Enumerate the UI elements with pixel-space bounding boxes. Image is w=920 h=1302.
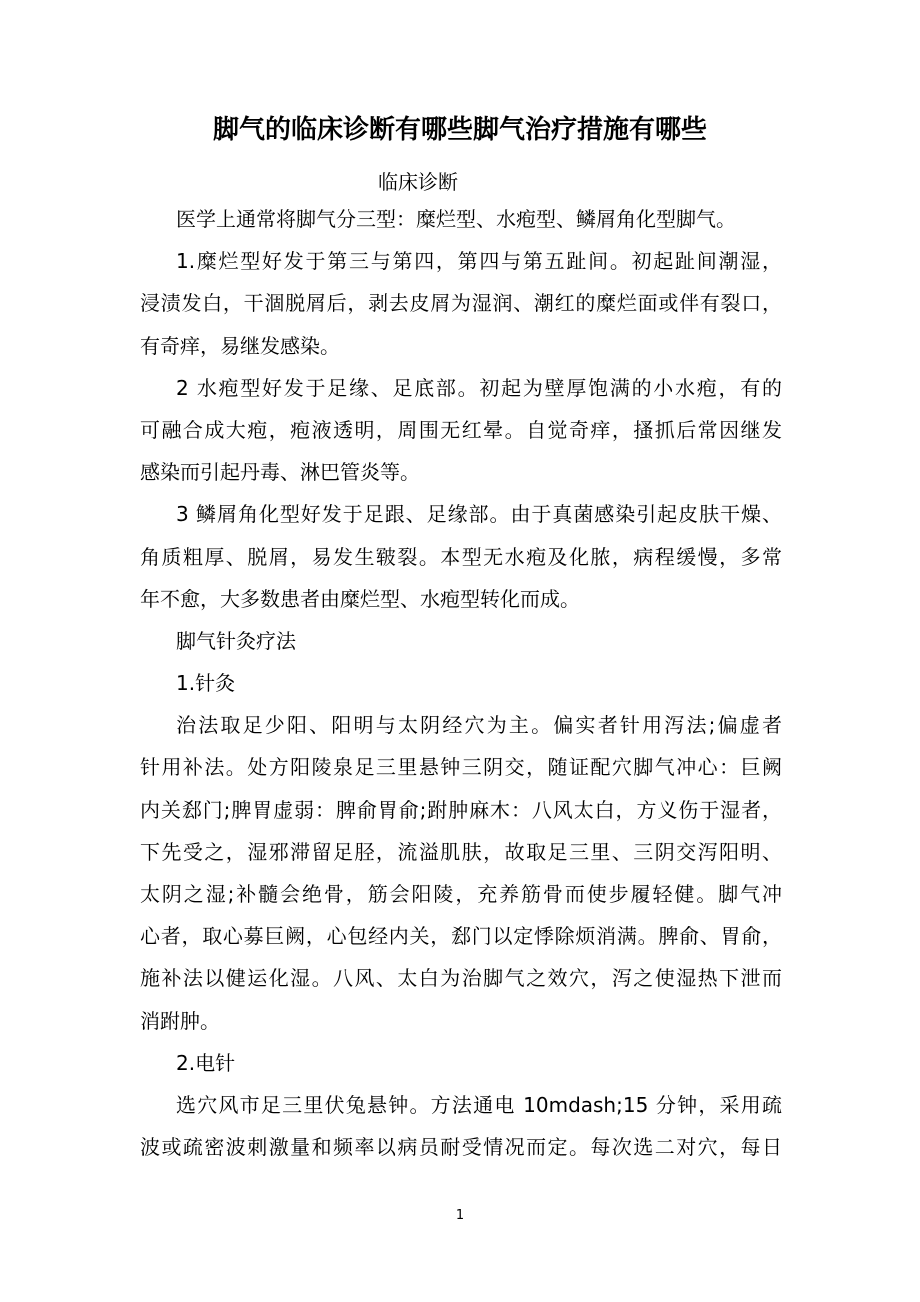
- text-line: 选穴风市足三里伏兔悬钟。方法通电 10mdash;15 分钟，采用疏: [176, 1092, 782, 1117]
- document-title: 脚气的临床诊断有哪些脚气治疗措施有哪些: [212, 115, 707, 145]
- paragraph: [140, 240, 782, 367]
- text-line: 太阴之湿;补髓会绝骨，筋会阳陵，充养筋骨而使步履轻健。脚气冲: [140, 882, 782, 906]
- paragraph: [140, 198, 782, 240]
- text-line: 有奇痒，易继发感染。: [140, 333, 340, 358]
- text-line: 施补法以健运化湿。八风、太白为治脚气之效穴，泻之使湿热下泄而: [140, 966, 782, 991]
- text-line: 针用补法。处方阳陵泉足三里悬钟三阴交，随证配穴脚气冲心：巨阙: [140, 755, 782, 780]
- text-line: 浸渍发白，干涸脱屑后，剥去皮屑为湿润、潮红的糜烂面或伴有裂口，: [140, 291, 782, 316]
- text-line: 脚气针灸疗法: [176, 628, 296, 653]
- text-line: 内关郄门;脾胃虚弱：脾俞胃俞;跗肿麻木：八风太白，方义伤于湿者，: [140, 797, 782, 822]
- text-line: 年不愈，大多数患者由糜烂型、水疱型转化而成。: [140, 586, 580, 611]
- text-line: 下先受之，湿邪滞留足胫，流溢肌肤，故取足三里、三阴交泻阳明、: [140, 839, 782, 864]
- text-line: 1.针灸: [176, 671, 236, 696]
- paragraph: [140, 704, 782, 1042]
- text-line: 感染而引起丹毒、淋巴管炎等。: [140, 460, 420, 485]
- paragraph: [140, 662, 782, 704]
- document-body: [140, 198, 782, 1168]
- text-line: 2 水疱型好发于足缘、足底部。初起为壁厚饱满的小水疱，有的: [176, 375, 782, 400]
- paragraph: [140, 1042, 782, 1084]
- paragraph: [140, 1084, 782, 1168]
- text-line: 治法取足少阳、阳明与太阴经穴为主。偏实者针用泻法;偏虚者: [176, 713, 782, 738]
- section-heading: 临床诊断: [378, 170, 458, 194]
- paragraph: [140, 367, 782, 494]
- text-line: 心者，取心募巨阙，心包经内关，郄门以定悸除烦消满。脾俞、胃俞，: [140, 924, 782, 949]
- paragraph: [140, 620, 782, 662]
- paragraph: [140, 493, 782, 620]
- text-line: 角质粗厚、脱屑，易发生皲裂。本型无水疱及化脓，病程缓慢，多常: [140, 544, 782, 569]
- text-line: 波或疏密波刺激量和频率以病员耐受情况而定。每次选二对穴，每日: [140, 1135, 782, 1160]
- text-line: 消跗肿。: [140, 1008, 220, 1033]
- text-line: 1.糜烂型好发于第三与第四，第四与第五趾间。初起趾间潮湿，: [176, 249, 782, 274]
- text-line: 3 鳞屑角化型好发于足跟、足缘部。由于真菌感染引起皮肤干燥、: [176, 502, 782, 527]
- text-line: 可融合成大疱，疱液透明，周围无红晕。自觉奇痒，搔抓后常因继发: [140, 417, 782, 442]
- text-line: 2.电针: [176, 1050, 236, 1075]
- text-line: 医学上通常将脚气分三型：糜烂型、水疱型、鳞屑角化型脚气。: [176, 207, 736, 231]
- page-number: 1: [455, 1208, 465, 1223]
